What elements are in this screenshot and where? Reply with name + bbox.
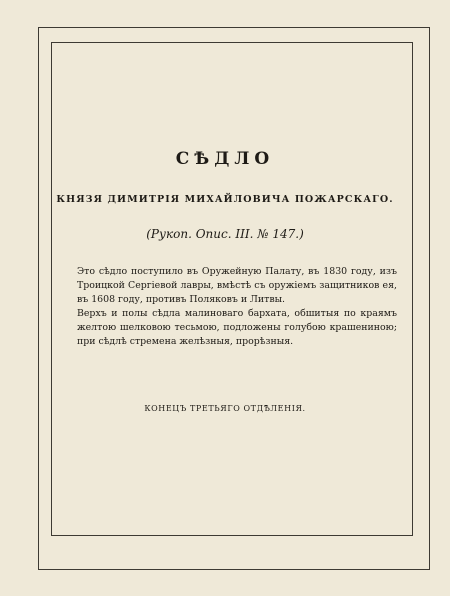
body-text — [77, 265, 397, 349]
end-of-section-note: КОНЕЦЪ ТРЕТЬЯГО ОТДѢЛЕНІЯ. — [144, 404, 306, 413]
manuscript-reference: (Рукоп. Опис. III. № 147.) — [146, 227, 304, 241]
paragraph-2: Верхъ и полы сѣдла малиноваго бархата, обшитыя по краямъ желтою шелковою тесьмою, подложены голубою крашениною; при сѣдлѣ стремена желѣзныя, прорѣзныя. — [77, 308, 397, 347]
page-title: СѢДЛО — [175, 149, 275, 169]
page-subtitle: КНЯЗЯ ДИМИТРІЯ МИХАЙЛОВИЧА ПОЖАРСКАГО. — [56, 194, 394, 205]
paragraph-1: Это сѣдло поступило въ Оружейную Палату, въ 1830 году, изъ Троицкой Сергіевой лавры, вмѣстѣ съ оружіемъ защитников ея, въ 1608 году, противъ Поляковъ и Литвы. — [77, 266, 397, 305]
